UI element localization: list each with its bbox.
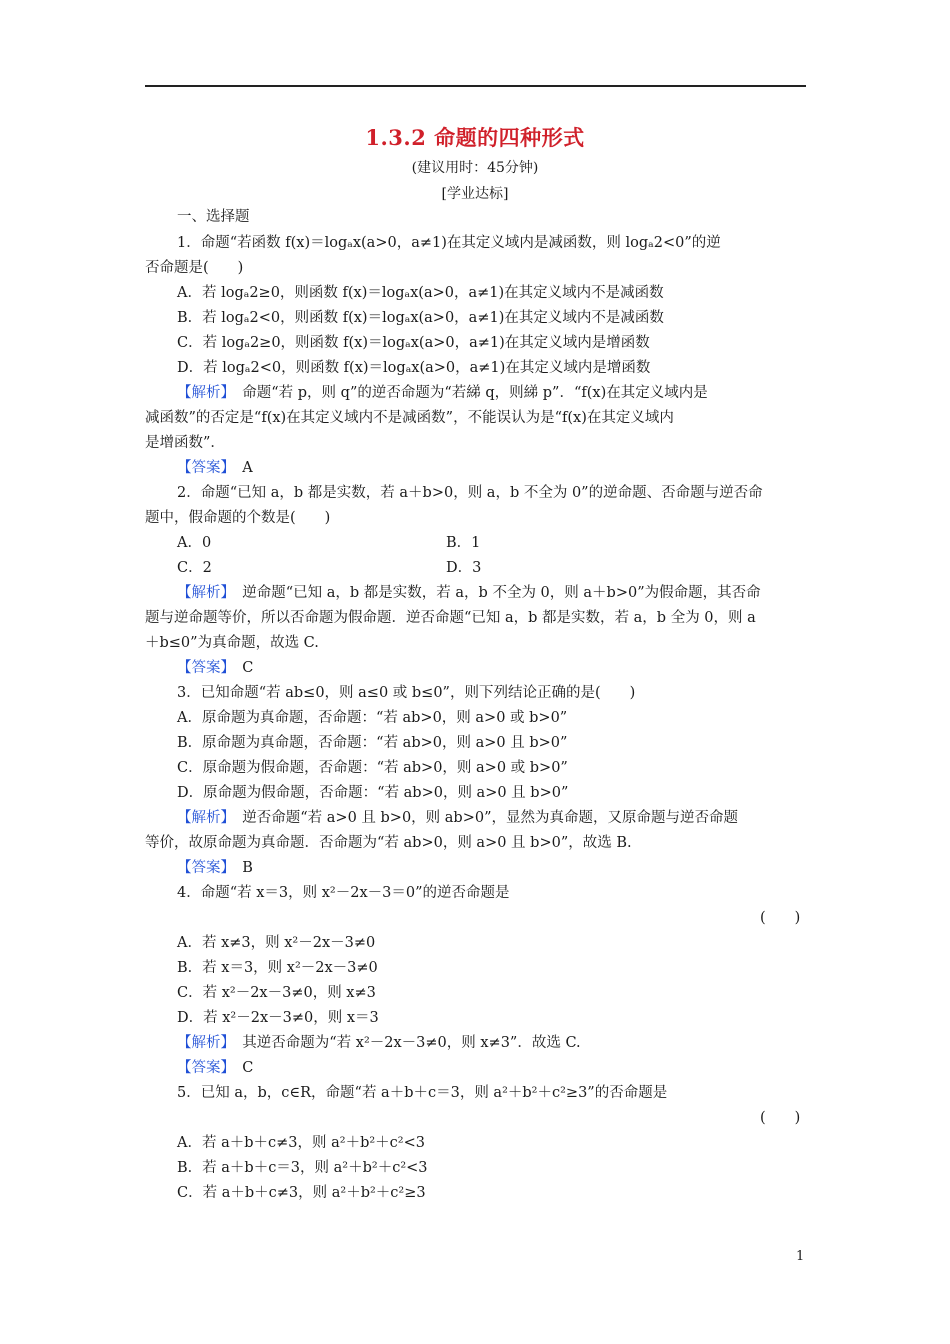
question-3-option-a: A．原命题为真命题，否命题：“若 ab>0，则 a>0 或 b>0” [177, 710, 568, 726]
answer-tag: 【答案】 [177, 460, 228, 476]
analysis-tag: 【解析】 [177, 585, 228, 601]
page-title: 1.3.2 命题的四种形式 [365, 125, 585, 150]
question-1-line-2: 否命题是( ) [145, 260, 244, 276]
question-3-option-d: D．原命题为假命题，否命题：“若 ab>0，则 a>0 且 b>0” [177, 785, 569, 801]
question-4-option-a: A．若 x≠3，则 x²－2x－3≠0 [177, 935, 376, 951]
question-1-option-d: D．若 logₐ2<0，则函数 f(x)＝logₐx(a>0，a≠1)在其定义域内是增函数 [177, 360, 651, 376]
question-2-option-b: B．1 [446, 535, 481, 551]
answer-4: 【答案】 C [177, 1060, 254, 1076]
answer-tag: 【答案】 [177, 660, 228, 676]
answer-2: 【答案】 C [177, 660, 254, 676]
question-3-option-b: B．原命题为真命题，否命题：“若 ab>0，则 a>0 且 b>0” [177, 735, 568, 751]
question-2-line-2: 题中，假命题的个数是( ) [145, 510, 331, 526]
analysis-1-line-2: 减函数”的否定是“f(x)在其定义域内不是减函数”，不能误认为是“f(x)在其定义域内 [145, 410, 674, 426]
section-heading: 一、选择题 [177, 209, 250, 225]
question-1-option-c: C．若 logₐ2≥0，则函数 f(x)＝logₐx(a>0，a≠1)在其定义域内是增函数 [177, 335, 650, 351]
question-4-option-b: B．若 x＝3，则 x²－2x－3≠0 [177, 960, 378, 976]
question-4-line-1: 4．命题“若 x＝3，则 x²－2x－3＝0”的逆否命题是 [177, 885, 510, 901]
answer-tag: 【答案】 [177, 860, 228, 876]
analysis-3-line-2: 等价，故原命题为真命题．否命题为“若 ab>0，则 a>0 且 b>0”，故选 B. [145, 835, 632, 851]
analysis-1-line-3: 是增函数”． [145, 435, 225, 451]
question-5-answer-blank: ( ) [760, 1110, 801, 1126]
header-rule [145, 85, 806, 87]
question-1-option-b: B．若 logₐ2<0，则函数 f(x)＝logₐx(a>0，a≠1)在其定义域内不是减函数 [177, 310, 664, 326]
analysis-4-line-1: 【解析】 其逆否命题为“若 x²－2x－3≠0，则 x≠3”．故选 C. [177, 1035, 581, 1051]
question-5-line-1: 5．已知 a，b，c∈R，命题“若 a＋b＋c＝3，则 a²＋b²＋c²≥3”的否命题是 [177, 1085, 668, 1101]
question-2-option-c: C．2 [177, 560, 212, 576]
question-2-option-d: D．3 [446, 560, 482, 576]
time-hint: (建议用时：45分钟) [411, 160, 539, 176]
question-4-answer-blank: ( ) [760, 910, 801, 926]
question-4-option-d: D．若 x²－2x－3≠0，则 x＝3 [177, 1010, 379, 1026]
analysis-3-line-1: 【解析】 逆否命题“若 a>0 且 b>0，则 ab>0”，显然为真命题，又原命题与逆否命题 [177, 810, 738, 826]
question-3-option-c: C．原命题为假命题，否命题：“若 ab>0，则 a>0 或 b>0” [177, 760, 568, 776]
question-2-line-1: 2．命题“已知 a，b 都是实数，若 a＋b>0，则 a，b 不全为 0”的逆命题、否命题与逆否命 [177, 485, 763, 501]
analysis-1-line-1: 【解析】 命题“若 p，则 q”的逆否命题为“若綈 q，则綈 p”．“f(x)在其定义域内是 [177, 385, 708, 401]
analysis-2-line-3: ＋b≤0”为真命题，故选 C. [145, 635, 319, 651]
analysis-tag: 【解析】 [177, 810, 228, 826]
page-number: 1 [796, 1249, 805, 1264]
analysis-2-line-1: 【解析】 逆命题“已知 a，b 都是实数，若 a，b 不全为 0，则 a＋b>0”为假命题，其否命 [177, 585, 761, 601]
analysis-tag: 【解析】 [177, 1035, 228, 1051]
question-3-line-1: 3．已知命题“若 ab≤0，则 a≤0 或 b≤0”，则下列结论正确的是( ) [177, 685, 636, 701]
section-label: [学业达标] [441, 186, 509, 202]
analysis-tag: 【解析】 [177, 385, 228, 401]
analysis-2-line-2: 题与逆命题等价，所以否命题为假命题．逆否命题“已知 a，b 都是实数，若 a，b 全为 0，则 a [145, 610, 756, 626]
question-5-option-c: C．若 a＋b＋c≠3，则 a²＋b²＋c²≥3 [177, 1185, 426, 1201]
answer-1: 【答案】 A [177, 460, 253, 476]
question-2-option-a: A．0 [177, 535, 212, 551]
question-4-option-c: C．若 x²－2x－3≠0，则 x≠3 [177, 985, 376, 1001]
question-5-option-b: B．若 a＋b＋c＝3，则 a²＋b²＋c²<3 [177, 1160, 428, 1176]
question-1-option-a: A．若 logₐ2≥0，则函数 f(x)＝logₐx(a>0，a≠1)在其定义域内不是减函数 [177, 285, 664, 301]
answer-3: 【答案】 B [177, 860, 253, 876]
question-1-line-1: 1．命题“若函数 f(x)＝logₐx(a>0，a≠1)在其定义域内是减函数，则 logₐ2<0”的逆 [177, 235, 721, 251]
answer-tag: 【答案】 [177, 1060, 228, 1076]
question-5-option-a: A．若 a＋b＋c≠3，则 a²＋b²＋c²<3 [177, 1135, 425, 1151]
